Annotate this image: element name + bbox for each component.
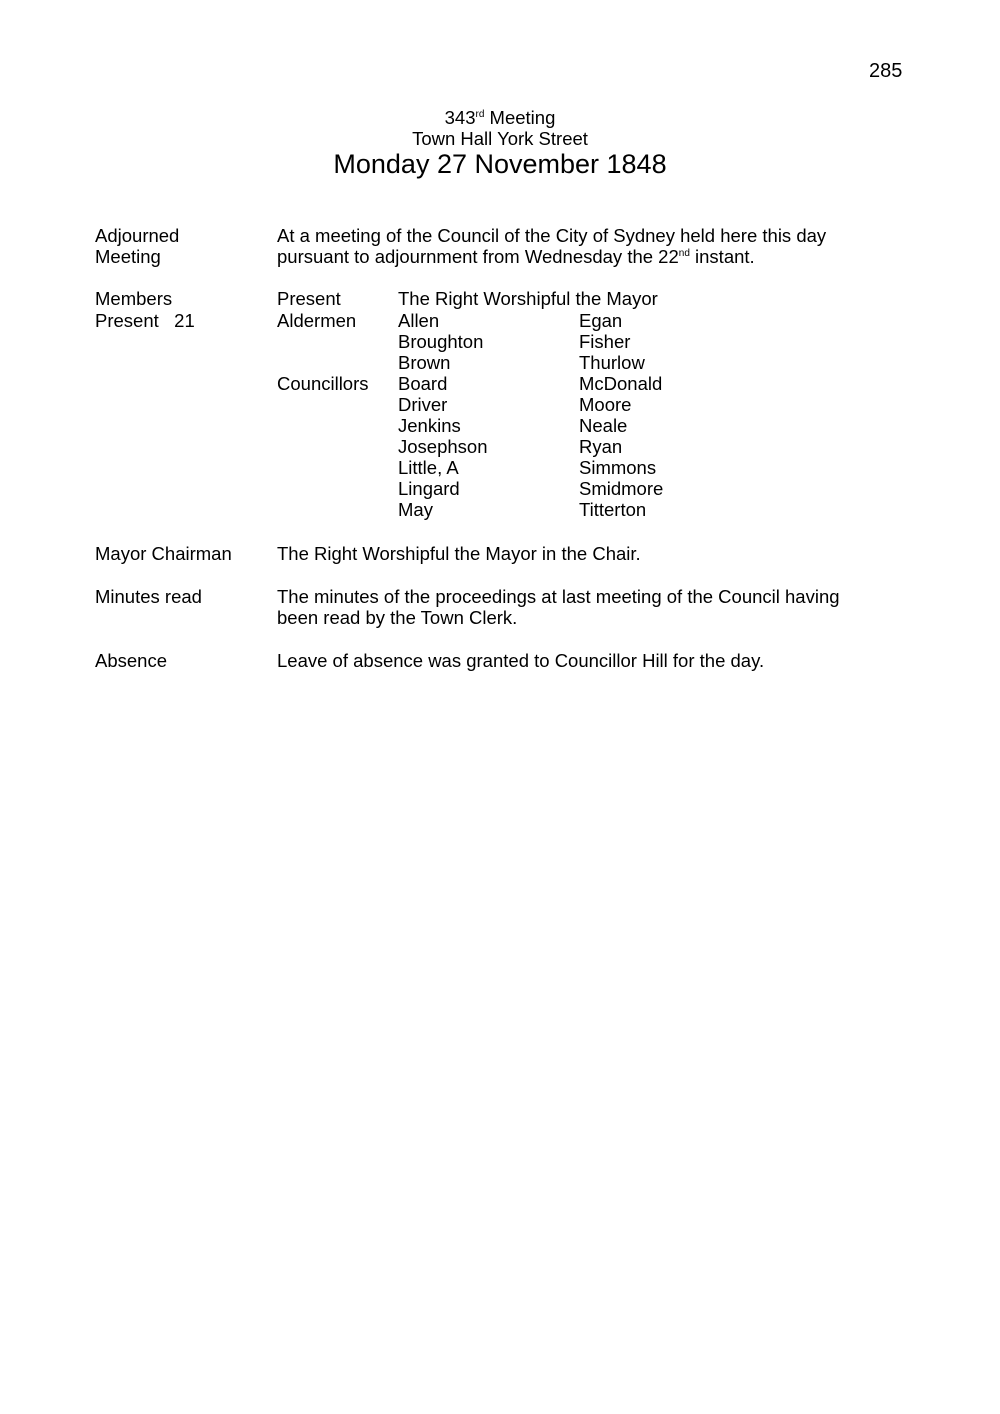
member-name: Smidmore — [579, 478, 664, 499]
member-name: Neale — [579, 415, 628, 436]
member-name: Lingard — [398, 478, 460, 499]
adjourned-text-sup: nd — [678, 248, 690, 259]
member-name: Moore — [579, 394, 632, 415]
margin-adjourned: Adjourned — [95, 225, 180, 246]
margin-mayor-chairman: Mayor Chairman — [95, 543, 232, 564]
margin-minutes-read: Minutes read — [95, 586, 202, 607]
meeting-location: Town Hall York Street — [412, 128, 588, 149]
adjourned-text-line-2 — [277, 246, 755, 271]
member-name: May — [398, 499, 433, 520]
member-name: Simmons — [579, 457, 657, 478]
meeting-word: Meeting — [484, 107, 556, 128]
margin-absence: Absence — [95, 650, 167, 671]
member-name: Thurlow — [579, 352, 645, 373]
member-names-column-2 — [579, 310, 663, 520]
member-name: Jenkins — [398, 415, 461, 436]
member-name: Driver — [398, 394, 448, 415]
member-name: Little, A — [398, 457, 459, 478]
member-name: Egan — [579, 310, 623, 331]
member-name: Allen — [398, 310, 440, 331]
member-name: Broughton — [398, 331, 484, 352]
member-name: Board — [398, 373, 448, 394]
adjourned-text-pre: pursuant to adjournment from Wednesday the 22 — [277, 246, 679, 267]
adjourned-text-post: instant. — [689, 246, 755, 267]
margin-present-count: Present 21 — [95, 310, 195, 331]
member-name: Ryan — [579, 436, 623, 457]
meeting-number: 343 — [444, 107, 476, 128]
aldermen-label: Aldermen — [277, 310, 357, 331]
chairman-text: The Right Worshipful the Mayor in the Chair. — [277, 543, 641, 564]
mayor-present: The Right Worshipful the Mayor — [398, 288, 658, 309]
minutes-text-line-1: The minutes of the proceedings at last meeting of the Council having — [277, 586, 840, 607]
minutes-text-line-2: been read by the Town Clerk. — [277, 607, 518, 628]
absence-text: Leave of absence was granted to Councillor Hill for the day. — [277, 650, 765, 671]
page-number: 285 — [869, 60, 903, 82]
adjourned-text-line-1: At a meeting of the Council of the City of Sydney held here this day — [277, 225, 827, 246]
member-name: Titterton — [579, 499, 647, 520]
member-name: Brown — [398, 352, 451, 373]
present-label: Present — [277, 288, 341, 309]
member-name: McDonald — [579, 373, 663, 394]
member-name: Fisher — [579, 331, 631, 352]
member-name: Josephson — [398, 436, 488, 457]
margin-meeting: Meeting — [95, 246, 161, 267]
meeting-number-suffix: rd — [475, 109, 485, 120]
margin-members: Members — [95, 288, 173, 309]
councillors-label: Councillors — [277, 373, 369, 394]
member-names-column-1 — [398, 310, 487, 520]
meeting-date-title: Monday 27 November 1848 — [333, 149, 667, 179]
